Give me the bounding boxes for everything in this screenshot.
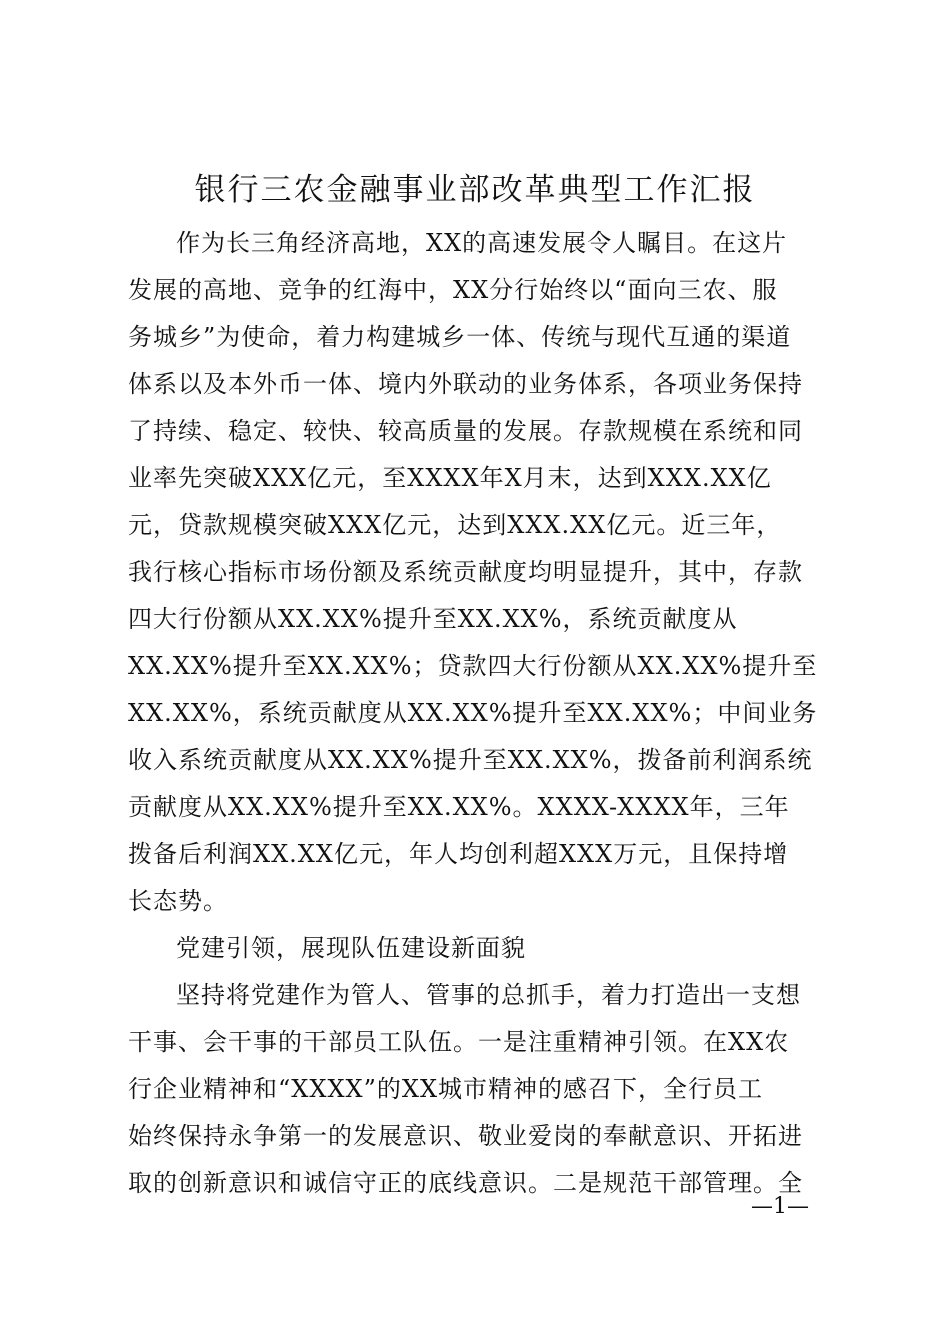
paragraph-1-line-4: 体系以及本外币一体、境内外联动的业务体系，各项业务保持	[128, 370, 803, 398]
paragraph-1-line-1: 作为长三角经济高地，XX的高速发展令人瞩目。在这片	[176, 229, 788, 257]
paragraph-1-line-3: 务城乡”为使命，着力构建城乡一体、传统与现代互通的渠道	[128, 323, 792, 351]
paragraph-2-line-1: 坚持将党建作为管人、管事的总抓手，着力打造出一支想	[176, 981, 801, 1009]
page-number: —1—	[751, 1194, 809, 1219]
paragraph-1-line-8: 我行核心指标市场份额及系统贡献度均明显提升，其中，存款	[128, 558, 803, 586]
paragraph-2-line-3: 行企业精神和“XXXX”的XX城市精神的感召下，全行员工	[128, 1075, 764, 1103]
paragraph-1-line-15: 长态势。	[128, 887, 228, 915]
paragraph-1-line-6: 业率先突破XXX亿元，至XXXX年X月末，达到XXX.XX亿	[128, 464, 772, 492]
paragraph-2-line-5: 取的创新意识和诚信守正的底线意识。二是规范干部管理。全	[128, 1169, 803, 1197]
document-title: 银行三农金融事业部改革典型工作汇报	[194, 172, 756, 208]
paragraph-1-line-9: 四大行份额从XX.XX%提升至XX.XX%，系统贡献度从	[128, 605, 738, 633]
paragraph-1-line-2: 发展的高地、竞争的红海中，XX分行始终以“面向三农、服	[128, 276, 778, 304]
paragraph-1-line-13: 贡献度从XX.XX%提升至XX.XX%。XXXX-XXXX年，三年	[128, 793, 790, 821]
paragraph-1-line-5: 了持续、稳定、较快、较高质量的发展。存款规模在系统和同	[128, 417, 803, 445]
paragraph-1-line-12: 收入系统贡献度从XX.XX%提升至XX.XX%，拨备前利润系统	[128, 746, 813, 774]
paragraph-1-line-10: XX.XX%提升至XX.XX%；贷款四大行份额从XX.XX%提升至	[128, 652, 818, 680]
paragraph-1-line-11: XX.XX%，系统贡献度从XX.XX%提升至XX.XX%；中间业务	[128, 699, 818, 727]
paragraph-2-line-4: 始终保持永争第一的发展意识、敬业爱岗的奉献意识、开拓进	[128, 1122, 803, 1150]
paragraph-1-line-7: 元，贷款规模突破XXX亿元，达到XXX.XX亿元。近三年，	[128, 511, 782, 539]
section-heading: 党建引领，展现队伍建设新面貌	[176, 934, 526, 962]
paragraph-1-line-14: 拨备后利润XX.XX亿元，年人均创利超XXX万元，且保持增	[128, 840, 789, 868]
paragraph-2-line-2: 干事、会干事的干部员工队伍。一是注重精神引领。在XX农	[128, 1028, 790, 1056]
